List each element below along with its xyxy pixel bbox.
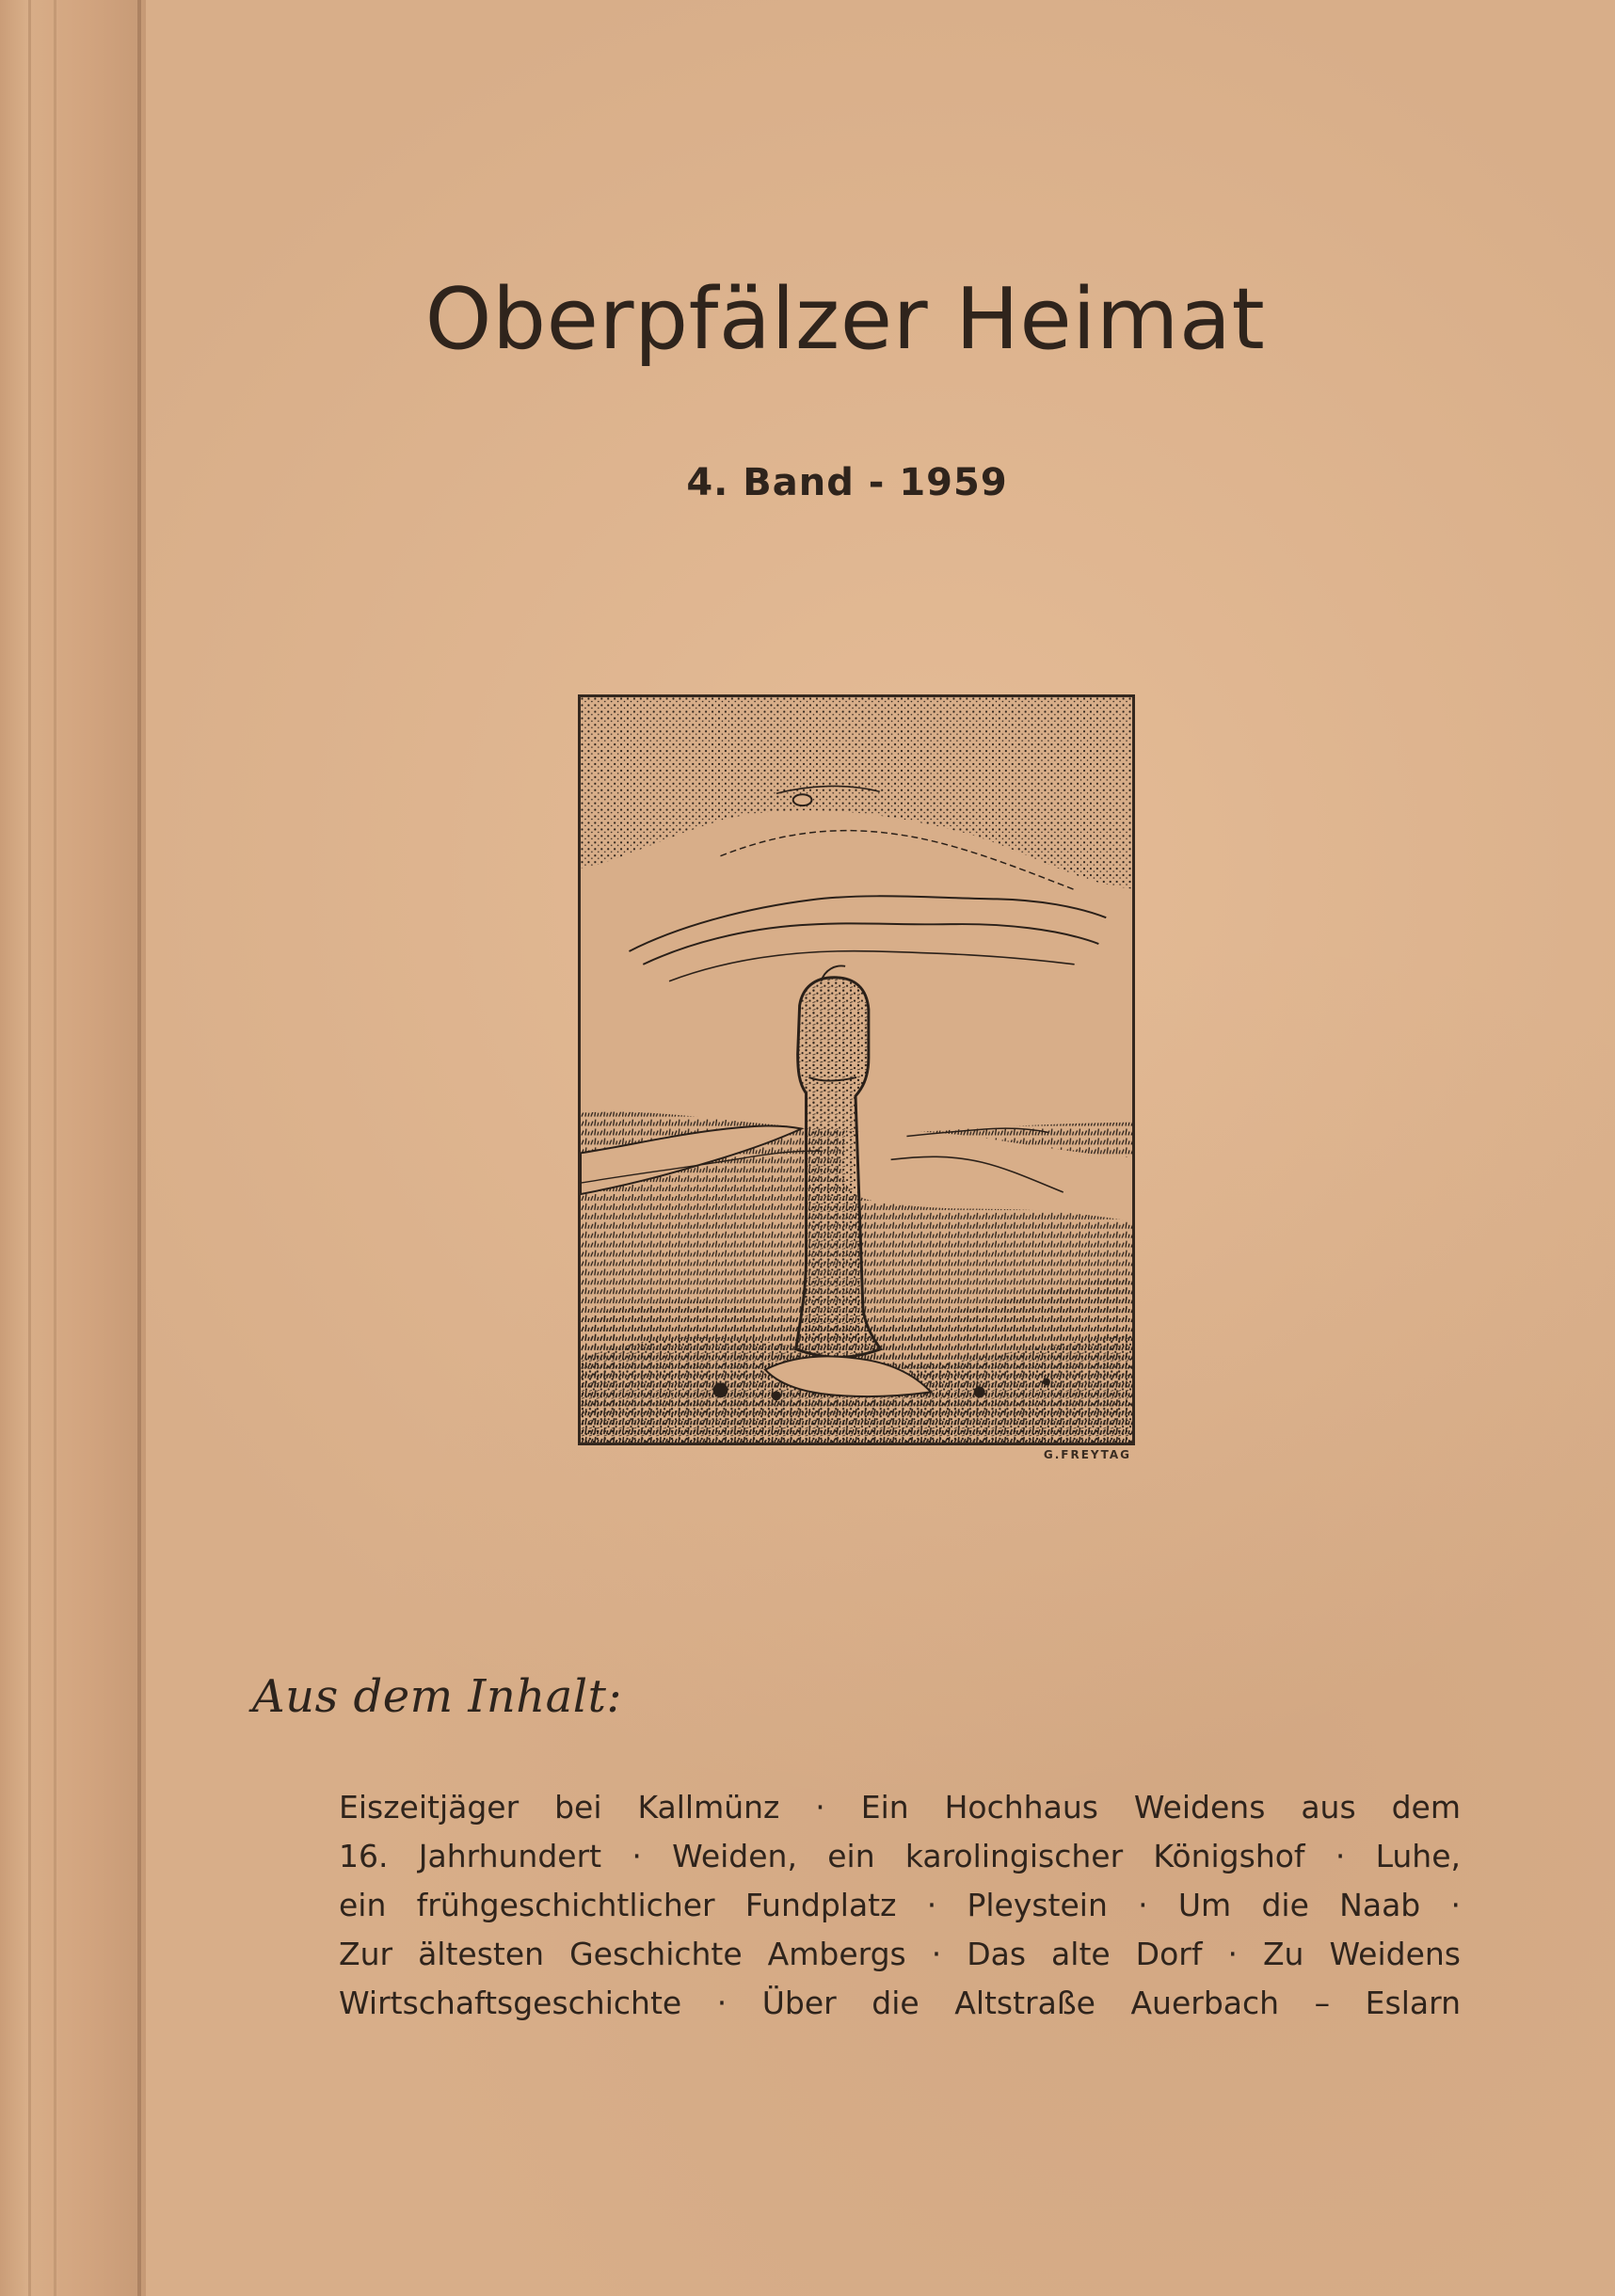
contents-line: Zur ältesten Geschichte Ambergs · Das alte Dorf · Zu Weidens xyxy=(339,1936,1461,1972)
cover-illustration xyxy=(578,694,1135,1445)
artist-signature: G.FREYTAG xyxy=(1043,1448,1131,1461)
contents-line: Eiszeitjäger bei Kallmünz · Ein Hochhaus Weidens aus dem xyxy=(339,1789,1461,1826)
volume-label: 4. Band - 1959 xyxy=(686,461,1008,504)
contents-heading: Aus dem Inhalt: xyxy=(252,1670,623,1723)
contents-line: ein frühgeschichtlicher Fundplatz · Pleystein · Um die Naab · xyxy=(339,1887,1461,1923)
cover-title: Oberpfälzer Heimat xyxy=(424,270,1266,369)
contents-line: 16. Jahrhundert · Weiden, ein karolingischer Königshof · Luhe, xyxy=(339,1838,1461,1874)
contents-list xyxy=(339,1783,1461,2028)
landscape-engraving xyxy=(581,697,1132,1443)
spine-crease xyxy=(28,0,31,2296)
contents-line: Wirtschaftsgeschichte · Über die Altstraße Auerbach – Eslarn xyxy=(339,1985,1461,2021)
